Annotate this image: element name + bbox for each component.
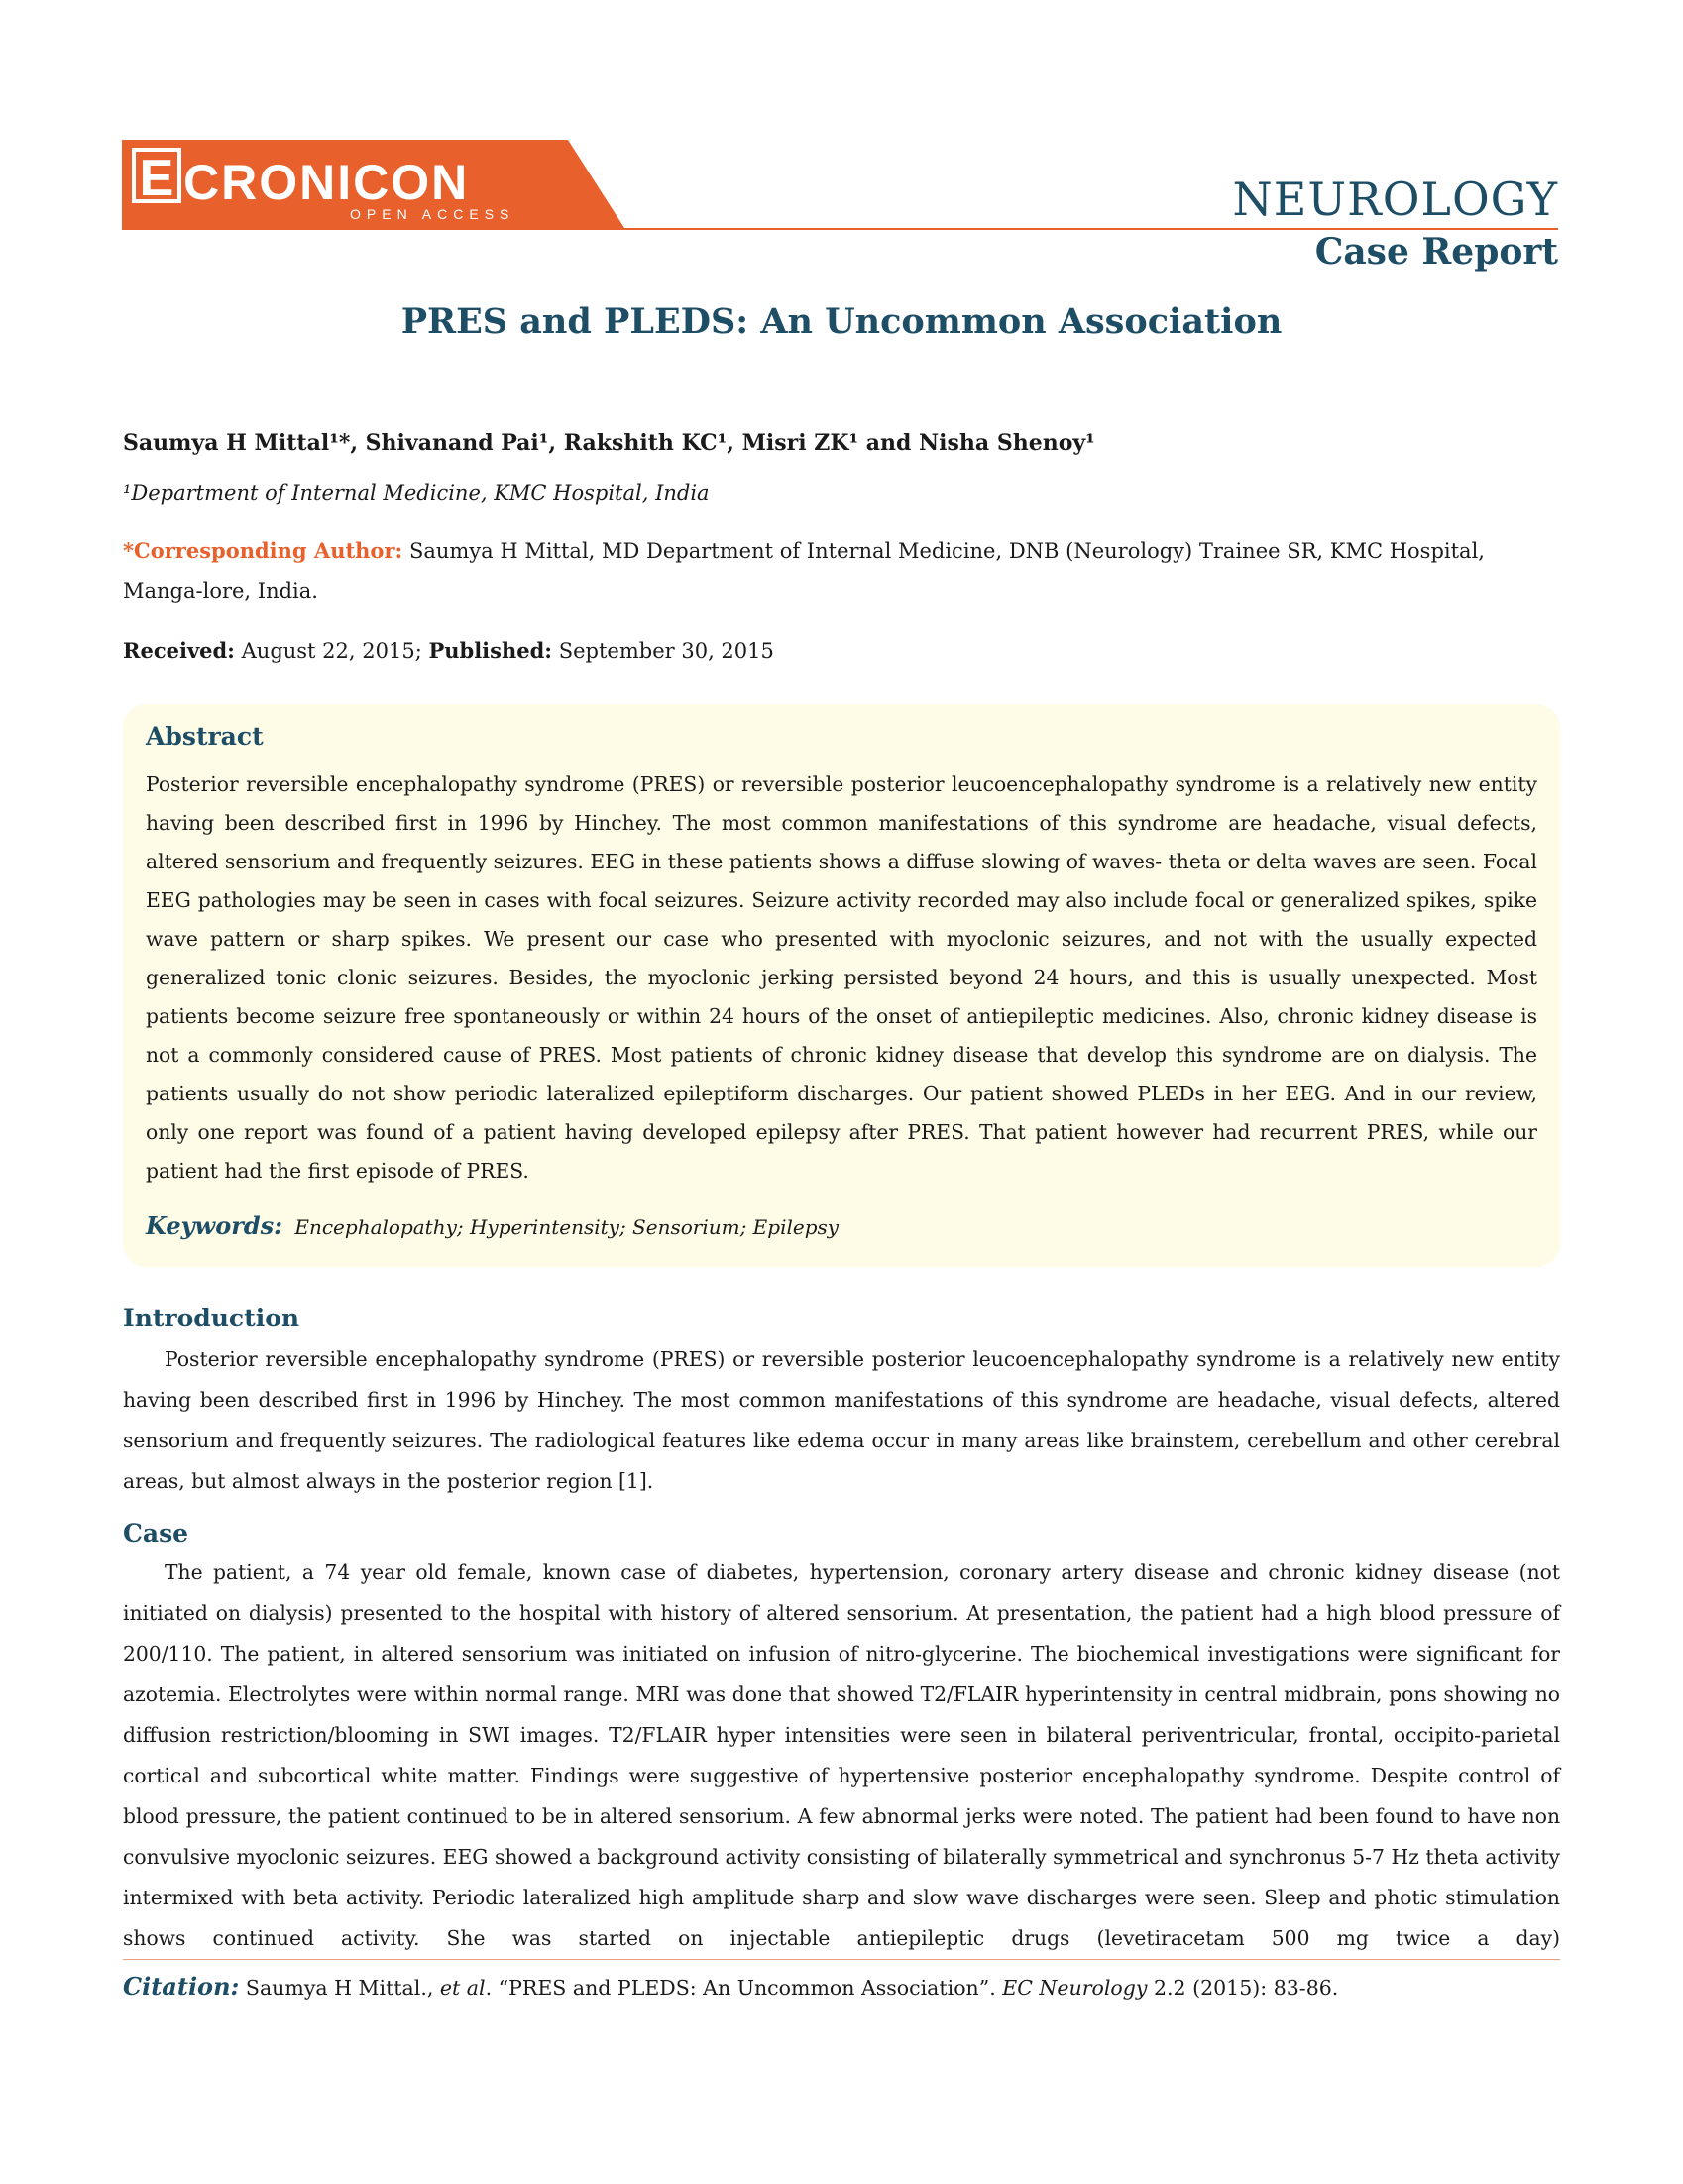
citation-label: Citation: — [123, 1972, 240, 2001]
corresponding-author-text: Saumya H Mittal, MD Department of Internal Medicine, DNB (Neurology) Trainee SR, KMC Hospital, Manga-lore, India. — [123, 539, 1485, 603]
published-label: Published: — [428, 638, 553, 663]
case-heading: Case — [123, 1519, 189, 1548]
header-rule — [122, 228, 1558, 230]
author-list: Saumya H Mittal¹*, Shivanand Pai¹, Rakshith KC¹, Misri ZK¹ and Nisha Shenoy¹ — [123, 430, 1095, 456]
keywords-label: Keywords: — [146, 1211, 283, 1240]
citation-author: Saumya H Mittal., — [245, 1976, 434, 2000]
received-date: August 22, 2015; — [241, 639, 422, 663]
keywords-line — [146, 1211, 839, 1240]
logo-text: CRONICON — [183, 155, 470, 210]
citation-title: . “PRES and PLEDS: An Uncommon Association”. — [485, 1976, 996, 2000]
cronicon-logo-graphic — [122, 140, 624, 230]
abstract-box — [123, 704, 1560, 1267]
abstract-text: Posterior reversible encephalopathy syndrome (PRES) or reversible posterior leucoencephalopathy syndrome is a relatively new entity having been described first in 1996 by Hinchey. The most common manifestations of this syndrome are headache, visual defects, altered sensorium and frequently seizures. EEG in these patients shows a diffuse slowing of waves- theta or delta waves are seen. Focal EEG pathologies may be seen in cases with focal seizures. Seizure activity recorded may also include focal or generalized spikes, spike wave pattern or sharp spikes. We present our case who presented with myoclonic seizures, and not with the usually expected generalized tonic clonic seizures. Besides, the myoclonic jerking persisted beyond 24 hours, and this is usually unexpected. Most patients become seizure free spontaneously or within 24 hours of the onset of antiepileptic medicines. Also, chronic kidney disease is not a commonly considered cause of PRES. Most patients of chronic kidney disease that develop this syndrome are on dialysis. The patients usually do not show periodic lateralized epileptiform discharges. Our patient showed PLEDs in her EEG. And in our review, only one report was found of a patient having developed epilepsy after PRES. That patient however had recurrent PRES, while our patient had the first episode of PRES. — [146, 772, 1537, 1183]
journal-name: NEUROLOGY — [1232, 172, 1558, 226]
introduction-text: Posterior reversible encephalopathy syndrome (PRES) or reversible posterior leucoencephalopathy syndrome is a relatively new entity having been described first in 1996 by Hinchey. The most common manifestations of this syndrome are headache, visual defects, altered sensorium and frequently seizures. The radiological features like edema occur in many areas like brainstem, cerebellum and other cerebral areas, but almost always in the posterior region [1]. — [123, 1347, 1560, 1493]
logo-subtext: OPEN ACCESS — [350, 206, 515, 222]
article-type: Case Report — [1314, 231, 1558, 273]
citation-rest: 2.2 (2015): 83-86. — [1153, 1976, 1339, 2000]
keywords-text: Encephalopathy; Hyperintensity; Sensorium; Epilepsy — [294, 1215, 840, 1239]
publication-dates — [123, 632, 774, 671]
corresponding-author — [123, 531, 1560, 611]
abstract-heading: Abstract — [146, 722, 264, 750]
citation — [123, 1967, 1338, 2008]
introduction-heading: Introduction — [123, 1304, 300, 1332]
affiliation: ¹Department of Internal Medicine, KMC Hospital, India — [123, 481, 710, 505]
published-date: September 30, 2015 — [558, 639, 774, 663]
corresponding-author-label: *Corresponding Author: — [123, 538, 403, 563]
case-text: The patient, a 74 year old female, known case of diabetes, hypertension, coronary artery disease and chronic kidney disease (not initiated on dialysis) presented to the hospital with history of altered sensorium. At presentation, the patient had a high blood pressure of 200/110. The patient, in altered sensorium was initiated on infusion of nitro-glycerine. The biochemical investigations were significant for azotemia. Electrolytes were within normal range. MRI was done that showed T2/FLAIR hyperintensity in central midbrain, pons showing no diffusion restriction/blooming in SWI images. T2/FLAIR hyper intensities were seen in bilateral periventricular, frontal, occipito-parietal cortical and subcortical white matter. Findings were suggestive of hypertensive posterior encephalopathy syndrome. Despite control of blood pressure, the patient continued to be in altered sensorium. A few abnormal jerks were noted. The patient had been found to have non convulsive myoclonic seizures. EEG showed a background activity consisting of bilaterally symmetrical and synchronus 5-7 Hz theta activity intermixed with beta activity. Periodic lateralized high amplitude sharp and slow wave discharges were seen. Sleep and photic stimulation shows continued activity. She was started on injectable antiepileptic drugs (levetiracetam 500 mg twice a day) — [123, 1560, 1560, 1950]
received-label: Received: — [123, 638, 235, 663]
citation-etal: et al — [439, 1976, 486, 2000]
citation-journal: EC Neurology — [1002, 1976, 1148, 2000]
journal-logo — [122, 140, 624, 230]
paper-title: PRES and PLEDS: An Uncommon Association — [400, 301, 1283, 342]
footer-rule — [123, 1959, 1560, 1960]
svg-text:E: E — [139, 150, 174, 207]
